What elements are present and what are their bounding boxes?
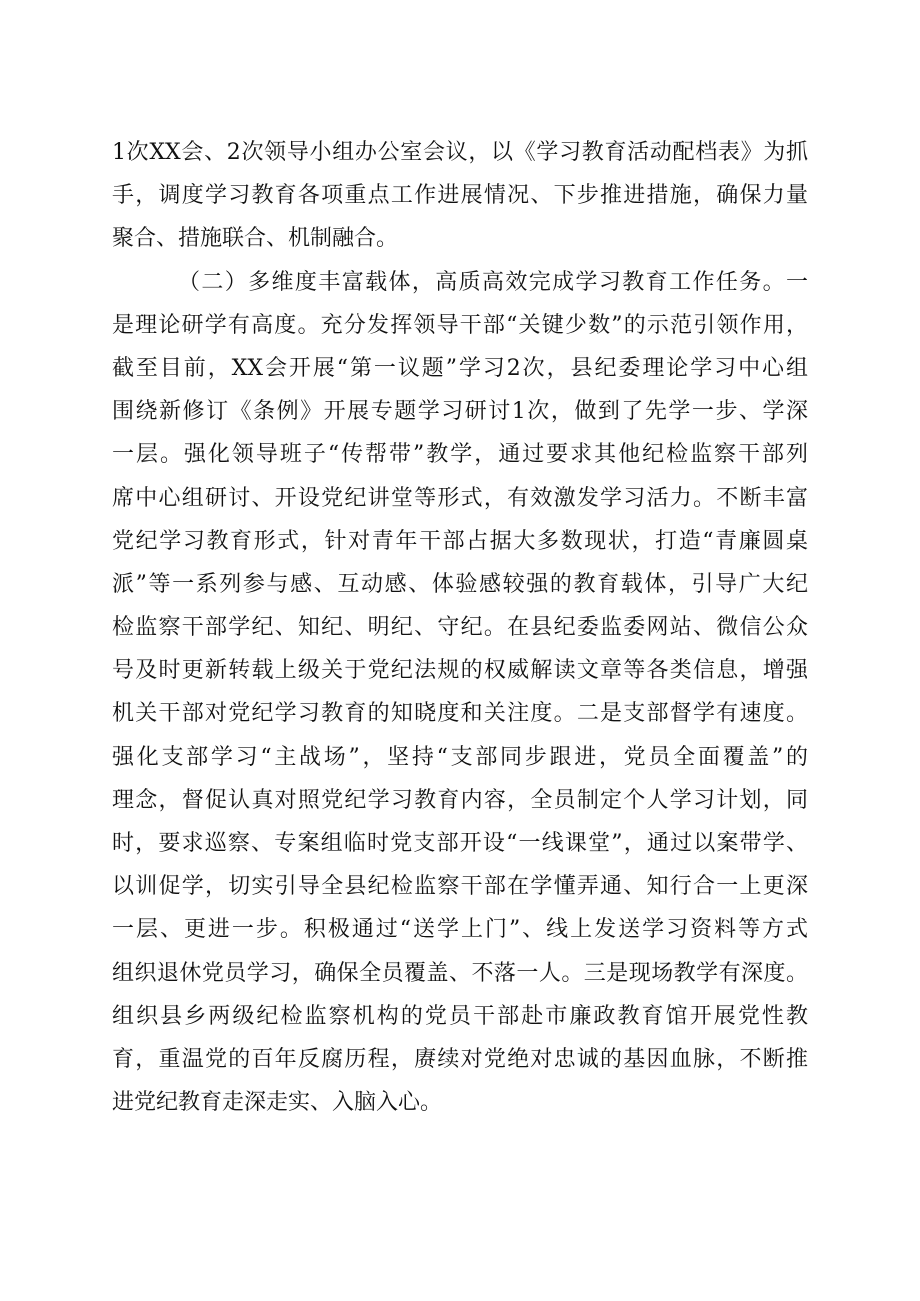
text-line: 席中心组研讨、开设党纪讲堂等形式，有效激发学习活力。不断丰富 (112, 485, 808, 511)
document-body (112, 131, 808, 1124)
text-line: 截至目前，XX会开展“第一议题”学习2次，县纪委理论学习中心组 (112, 355, 808, 381)
text-line: 检监察干部学纪、知纪、明纪、守纪。在县纪委监委网站、微信公众 (112, 615, 808, 641)
text-line: 派”等一系列参与感、互动感、体验感较强的教育载体，引导广大纪 (112, 571, 808, 597)
text-line: 理念，督促认真对照党纪学习教育内容，全员制定个人学习计划，同 (112, 787, 808, 813)
text-line: 时，要求巡察、专案组临时党支部开设“一线课堂”，通过以案带学、 (112, 831, 808, 856)
paragraph-2 (112, 261, 808, 1125)
text-line: 育，重温党的百年反腐历程，赓续对党绝对忠诚的基因血脉，不断推 (112, 1046, 808, 1072)
text-line: 一层、更进一步。积极通过“送学上门”、线上发送学习资料等方式 (112, 917, 808, 943)
text-line: 党纪学习教育形式，针对青年干部占据大多数现状，打造“青廉圆桌 (112, 528, 808, 554)
text-line: 1次XX会、2次领导小组办公室会议，以《学习教育活动配档表》为抓 (112, 140, 808, 165)
text-line: 一层。强化领导班子“传帮带”教学，通过要求其他纪检监察干部列 (112, 442, 808, 468)
text-line: 组织退休党员学习，确保全员覆盖、不落一人。三是现场教学有深度。 (112, 960, 808, 986)
text-line: 手，调度学习教育各项重点工作进展情况、下步推进措施，确保力量 (112, 183, 808, 209)
text-line: 围绕新修订《条例》开展专题学习研讨1次，做到了先学一步、学深 (112, 399, 808, 425)
text-line: 以训促学，切实引导全县纪检监察干部在学懂弄通、知行合一上更深 (112, 874, 808, 900)
text-line: 是理论研学有高度。充分发挥领导干部“关键少数”的示范引领作用， (112, 312, 808, 338)
text-line: 号及时更新转载上级关于党纪法规的权威解读文章等各类信息，增强 (112, 658, 808, 684)
text-line: 机关干部对党纪学习教育的知晓度和关注度。二是支部督学有速度。 (112, 701, 808, 727)
text-line: 进党纪教育走深走实、入脑入心。 (112, 1090, 443, 1116)
text-line: 聚合、措施联合、机制融合。 (112, 226, 399, 252)
text-line: 强化支部学习“主战场”，坚持“支部同步跟进，党员全面覆盖”的 (112, 744, 808, 770)
text-line: （二）多维度丰富载体，高质高效完成学习教育工作任务。一 (178, 269, 808, 295)
text-line: 组织县乡两级纪检监察机构的党员干部赴市廉政教育馆开展党性教 (112, 1003, 808, 1029)
paragraph-1 (112, 131, 808, 261)
